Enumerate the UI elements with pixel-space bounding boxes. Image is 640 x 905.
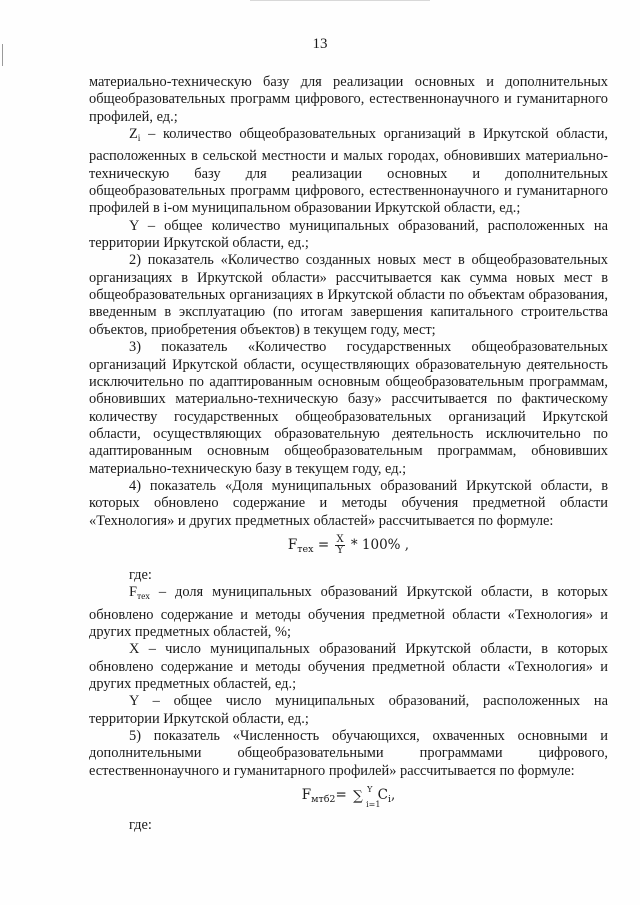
where-label-1: где:	[129, 566, 152, 583]
var-z-text: – количество общеобразовательных организаций в Иркутской области, расположенных в сельской местности и малых городах, обновивших материально-техническую базу для реализации основных и дополнительных общеобразовательных программ цифрового, естественнонаучного и гуманитарного профилей в i-ом муниципальном образовании Иркутской области, ед.;	[89, 126, 608, 217]
formula-students-count	[89, 784, 608, 811]
formula2-term: C	[377, 787, 388, 804]
var-z-subscript: i	[137, 134, 141, 145]
formula1-rhs: * 100% ,	[346, 536, 410, 553]
formula1-lhs: F	[287, 536, 298, 553]
paragraph-item-4: 4) показатель «Доля муниципальных образований Иркутской области, в которых обновлено содержание и методы обучения предметной области «Технология» и других предметных областей» рассчитывается по формуле:	[89, 477, 608, 529]
formula2-lhs: F	[301, 787, 312, 804]
paragraph-z-definition	[89, 126, 608, 218]
var-f-subscript: тех	[137, 592, 151, 603]
formula1-equals: =	[313, 536, 334, 553]
paragraph-y-definition: Y – общее количество муниципальных образований, расположенных на территории Иркутской области, ед.;	[89, 217, 608, 252]
var-f: F	[129, 584, 138, 601]
formula2-tail: ,	[391, 787, 396, 804]
formula1-lhs-subscript: тех	[297, 543, 314, 555]
var-z: Z	[129, 126, 138, 143]
paragraph-y-definition-2: Y – общее число муниципальных образований, расположенных на территории Иркутской области, ед.;	[89, 693, 608, 727]
body-text	[89, 74, 608, 834]
summation-block	[353, 784, 381, 809]
formula1-fraction	[335, 535, 344, 556]
paragraph-item-2: 2) показатель «Количество созданных новых мест в общеобразовательных организациях в Иркутской области» рассчитывается как сумма новых мест в общеобразовательных организациях в Иркутской области по объектам образования, введенным в эксплуатацию (по итогам завершения капитального строительства объектов, приобретения объектов) в текущем году, мест;	[89, 252, 608, 338]
summation-upper-limit: Y	[367, 784, 373, 794]
var-f-text: – доля муниципальных образований Иркутской области, в которых обновлено содержание и методы обучения предметной области «Технология» и других предметных областей, %;	[89, 584, 608, 640]
summation-lower-limit: i=1	[366, 799, 381, 809]
page-number: 13	[312, 36, 328, 52]
formula1-denominator: Y	[336, 544, 344, 556]
formula2-lhs-subscript: мтб2	[311, 794, 336, 806]
paragraph-1: материально-техническую базу для реализации основных и дополнительных общеобразовательных программ цифрового, естественнонаучного и гуманитарного профилей, ед.;	[89, 74, 608, 125]
paragraph-item-5: 5) показатель «Численность обучающихся, охваченных основными и дополнительными общеобразовательными программами цифрового, естественнонаучного и гуманитарного профилей» рассчитывается по формуле:	[89, 728, 608, 779]
formula2-equals: =	[335, 787, 352, 804]
formula-tech-share	[89, 534, 608, 561]
formula1-numerator: X	[336, 533, 344, 545]
paragraph-x-definition: X – число муниципальных образований Иркутской области, в которых обновлено содержание и методы обучения предметной области «Технология» и других предметных областей, ед.;	[89, 641, 608, 692]
paragraph-f-definition	[89, 584, 608, 641]
scan-edge-line	[250, 0, 430, 1]
where-label-2: где:	[129, 817, 152, 834]
paragraph-item-3: 3) показатель «Количество государственных общеобразовательных организаций Иркутской области, осуществляющих образовательную деятельность исключительно по адаптированным основным общеобразовательным программам, обновивших материально-техническую базу» рассчитывается по фактическому количеству государственных общеобразовательных организаций Иркутской области, осуществляющих образовательную деятельность исключительно по адаптированным основным общеобразовательным программам, обновивших материально-техническую базу в текущем году, ед.;	[89, 339, 608, 477]
formula2-term-subscript: i	[387, 794, 391, 806]
summation-sign: ∑	[353, 787, 363, 804]
